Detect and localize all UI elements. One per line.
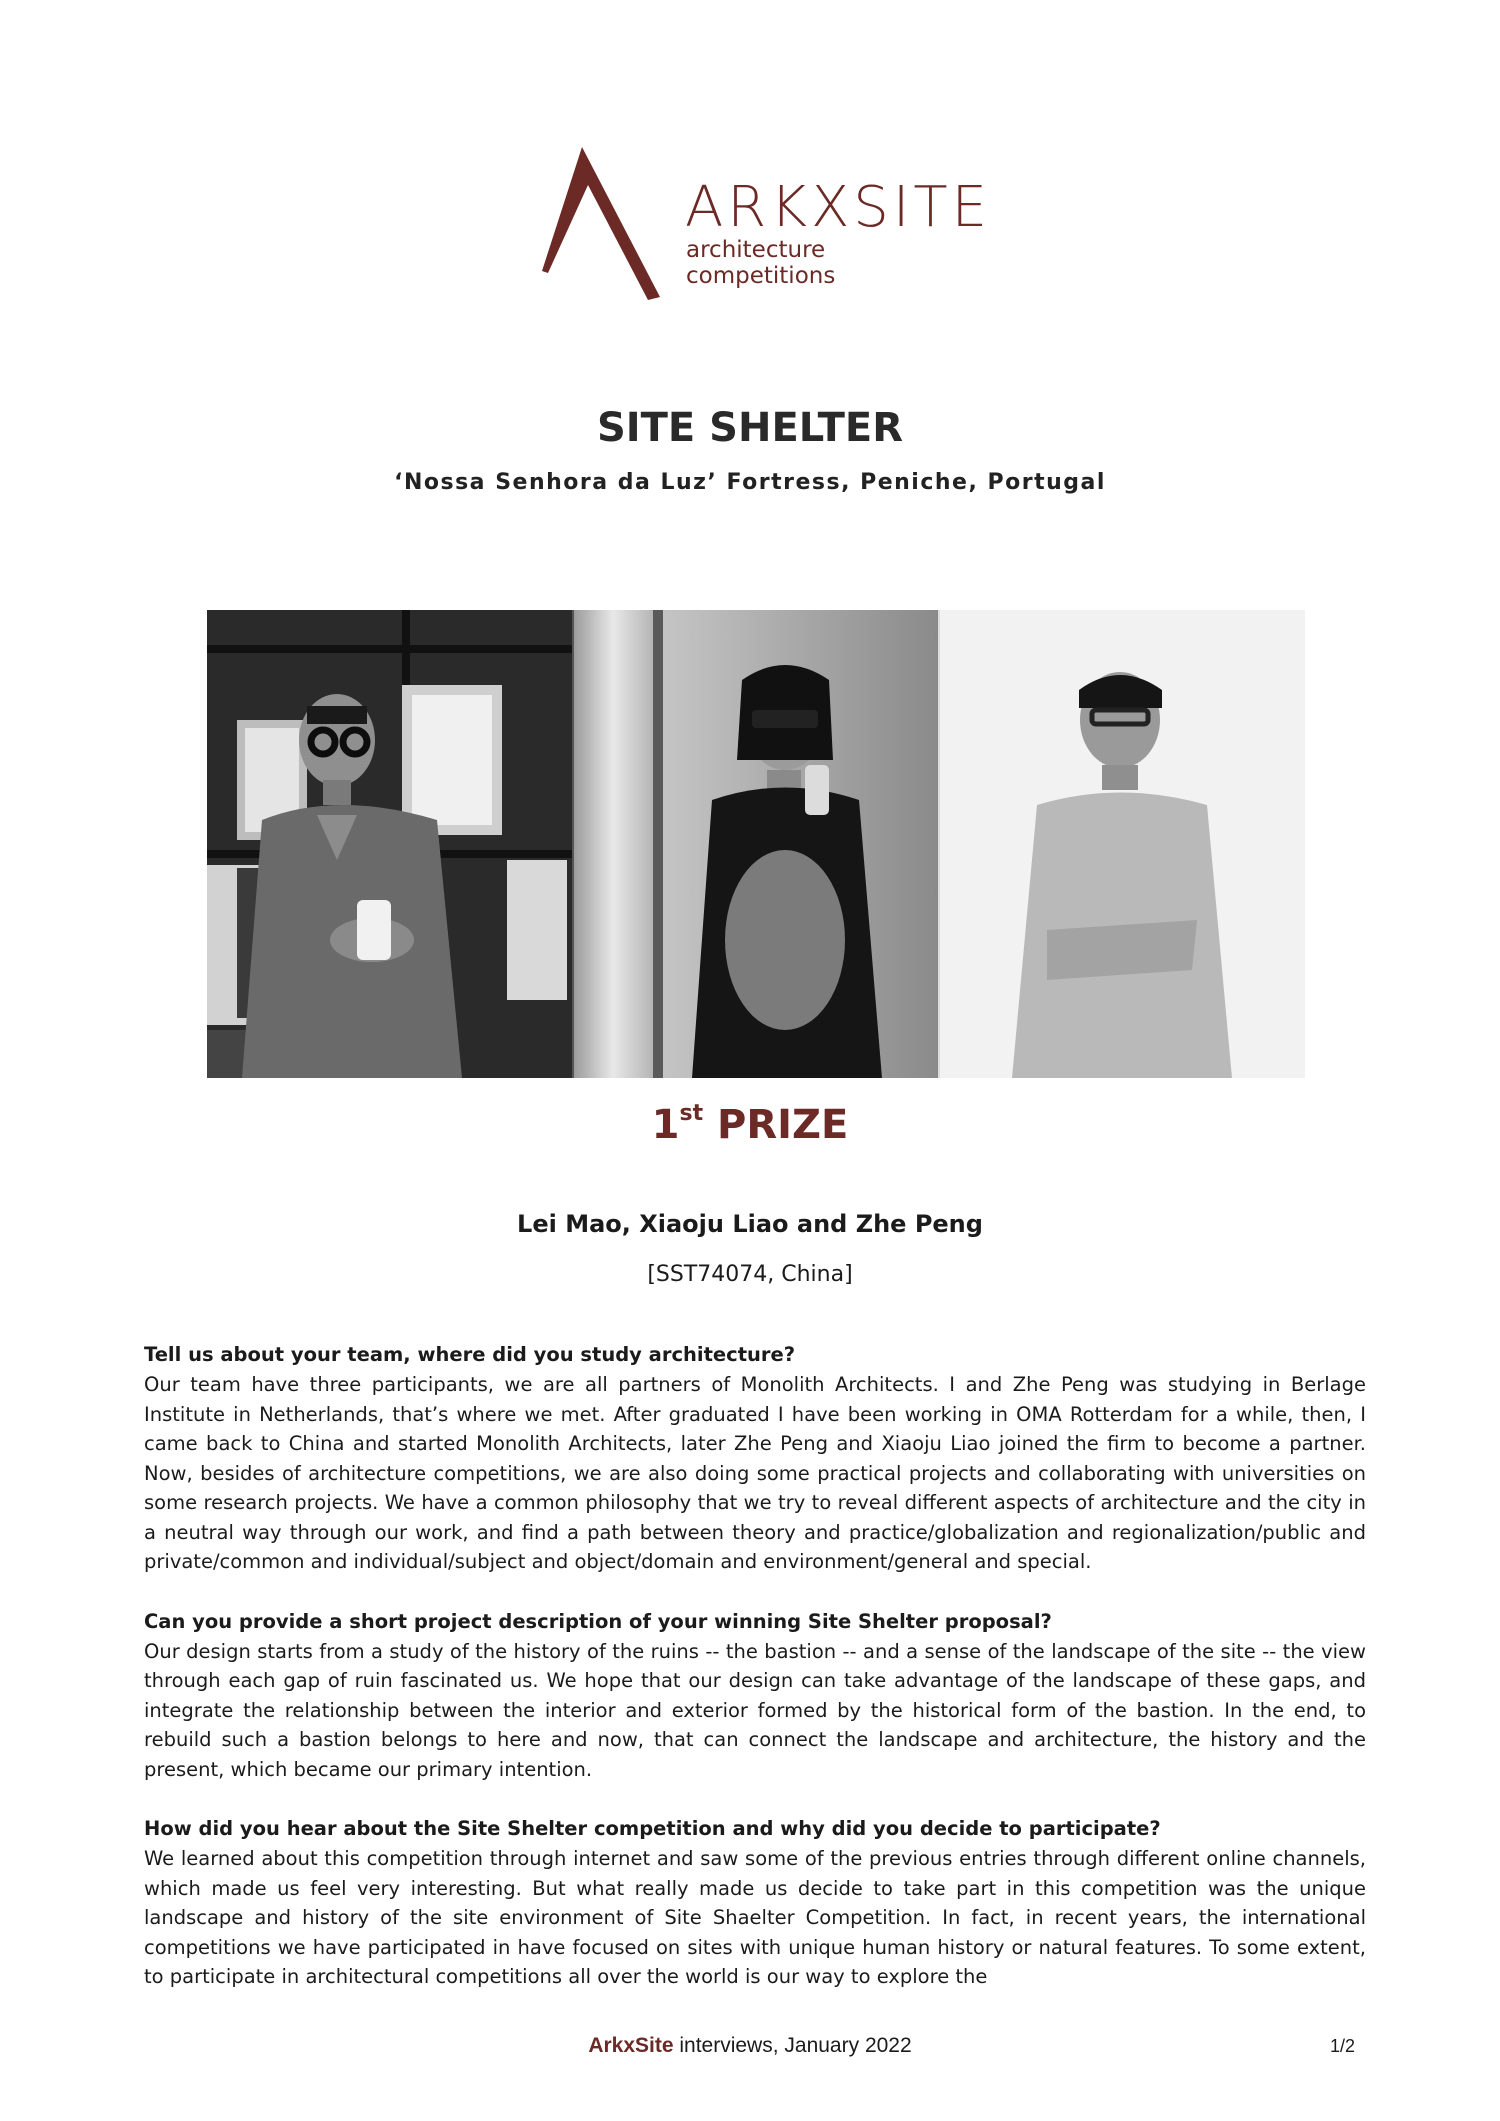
page-number: 1/2	[1330, 2036, 1356, 2056]
prize-label: PRIZE	[717, 1102, 849, 1148]
prize-heading	[0, 1102, 1500, 1148]
footer-brand: ArkxSite	[588, 2034, 674, 2057]
arkxsite-logo-mark-icon	[540, 145, 680, 305]
interview-answer-2: Our design starts from a study of the history of the ruins -- the bastion -- and a sense of the landscape of the site -- the view through each gap of ruin fascinated us. We hope that our design can take advantage of the landscape of these gaps, and integrate the relationship between the interior and exterior formed by the historical form of the bastion. In the end, to rebuild such a bastion belongs to here and now, that can connect the landscape and architecture, the history and the present, which became our primary intention.	[144, 1639, 1366, 1781]
footer-text: interviews, January 2022	[673, 2034, 912, 2057]
team-names: Lei Mao, Xiaoju Liao and Zhe Peng	[517, 1210, 983, 1238]
page-subtitle: ‘Nossa Senhora da Luz’ Fortress, Peniche, Portugal	[394, 470, 1106, 495]
interview-answer-3: We learned about this competition through internet and saw some of the previous entries through different online channels, which made us feel very interesting. But what really made us decide to take part in this competition was the unique landscape and history of the site environment of Site Shaelter Competition. In fact, in recent years, the international competitions we have participated in have focused on sites with unique human history or natural features. To some extent, to participate in architectural competitions all over the world is our way to explore the	[144, 1847, 1366, 1988]
interview-body	[144, 1340, 1366, 1992]
prize-rank-suffix: st	[679, 1100, 704, 1126]
interview-answer-1: Our team have three participants, we are all partners of Monolith Architects. I and Zhe Peng was studying in Berlage Institute in Netherlands, that’s where we met. After graduated I have been working in OMA Rotterdam for a while, then, I came back to China and started Monolith Architects, later Zhe Peng and Xiaoju Liao joined the firm to become a partner. Now, besides of architecture competitions, we are also doing some practical projects and collaborating with universities on some research projects. We have a common philosophy that we try to reveal different aspects of architecture and the city in a neutral way through our work, and find a path between theory and practice/globalization and regionalization/public and private/common and individual/subject and object/domain and environment/general and special.	[144, 1373, 1366, 1573]
page-footer	[0, 2034, 1500, 2058]
logo-tagline: architecture competitions	[686, 237, 836, 289]
arkxsite-logo	[540, 145, 991, 305]
logo-wordmark: ARKXSITE	[685, 175, 991, 240]
team-photo	[207, 610, 1305, 1078]
interview-question-3: How did you hear about the Site Shelter competition and why did you decide to participate?	[144, 1817, 1161, 1840]
page-title: SITE SHELTER	[596, 405, 904, 451]
team-photo-illustration	[207, 610, 1305, 1078]
prize-rank: 1	[651, 1102, 680, 1148]
interview-question-2: Can you provide a short project description of your winning Site Shelter proposal?	[144, 1609, 1052, 1633]
interview-question-1: Tell us about your team, where did you study architecture?	[144, 1343, 796, 1366]
team-code: [SST74074, China]	[647, 1262, 853, 1287]
